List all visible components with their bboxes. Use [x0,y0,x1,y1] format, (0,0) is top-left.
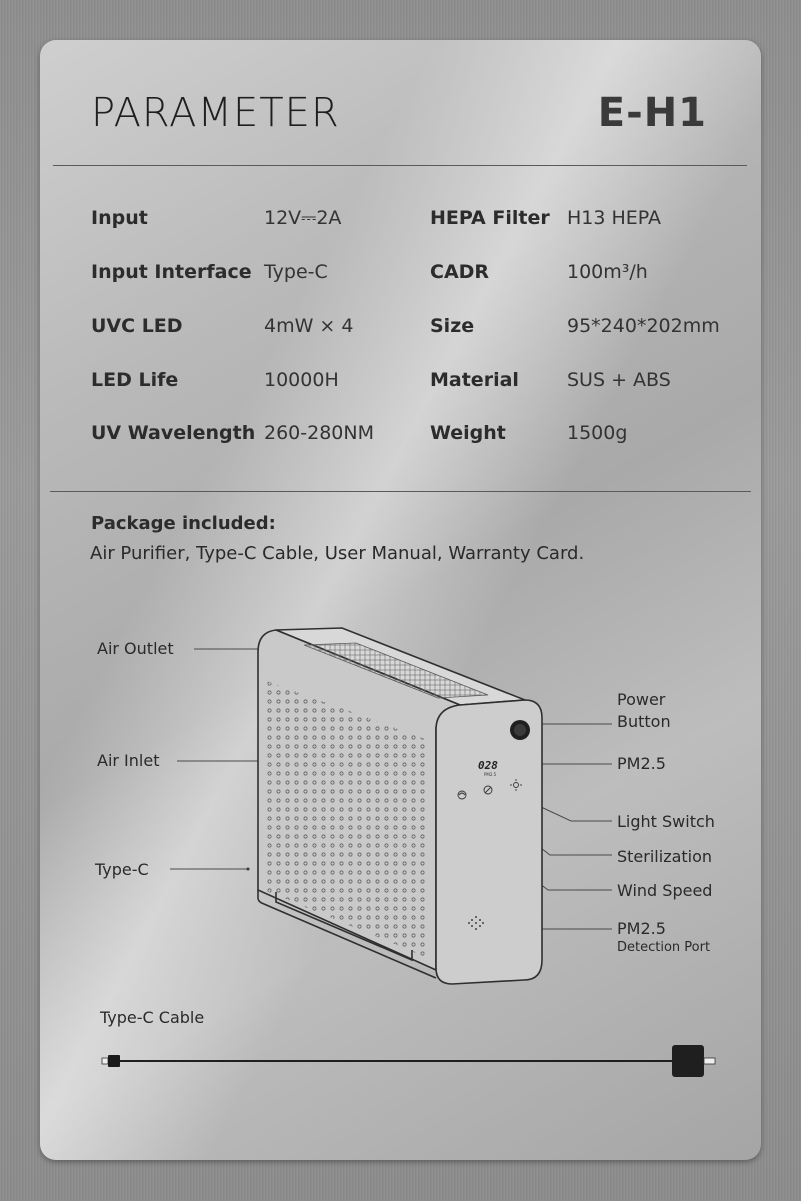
package-contents: Air Purifier, Type-C Cable, User Manual, Warranty Card. [90,543,585,564]
spec-label-led-life: LED Life [91,369,179,391]
spec-value-uvc-led: 4mW × 4 [264,315,354,337]
type-c-cable [102,1045,715,1077]
spec-label-uvc-led: UVC LED [91,315,183,337]
callout-wind-speed: Wind Speed [617,881,713,900]
callout-type-c: Type-C [95,860,149,879]
callout-air-outlet: Air Outlet [97,639,174,658]
spec-value-hepa-filter: H13 HEPA [567,207,662,229]
spec-label-cadr: CADR [430,261,490,283]
spec-value-size: 95*240*202mm [567,315,720,337]
page-title: PARAMETER [91,90,340,136]
spec-value-uv-wavelength: 260-280NM [264,422,374,444]
callout-pm25-port-line1: PM2.5 [617,919,666,938]
spec-label-weight: Weight [430,422,506,444]
spec-label-material: Material [430,369,519,391]
spec-value-input-interface: Type-C [264,261,328,283]
package-heading: Package included: [91,513,276,534]
callout-air-inlet: Air Inlet [97,751,160,770]
model-name: E-H1 [597,90,707,136]
device-diagram [40,40,761,1160]
spec-value-cadr: 100m³/h [567,261,648,283]
spec-value-material: SUS + ABS [567,369,671,391]
pm25-display-unit: PM2.5 [484,772,497,777]
spec-value-input: 12V⎓2A [264,207,342,229]
spec-label-hepa-filter: HEPA Filter [430,207,550,229]
spec-label-size: Size [430,315,475,337]
spec-label-input: Input [91,207,148,229]
pm25-display: 028 [478,759,498,772]
callout-light-switch: Light Switch [617,812,715,831]
callout-power-line2: Button [617,712,671,731]
callout-cable: Type-C Cable [100,1008,205,1027]
callout-pm25-port-line2: Detection Port [617,940,711,955]
spec-label-uv-wavelength: UV Wavelength [91,422,256,444]
spec-label-input-interface: Input Interface [91,261,252,283]
spec-value-weight: 1500g [567,422,628,444]
callout-sterilization: Sterilization [617,847,713,866]
callout-power-line1: Power [617,690,666,709]
callout-pm25: PM2.5 [617,754,666,773]
spec-value-led-life: 10000H [264,369,339,391]
parameter-panel [40,40,761,1160]
